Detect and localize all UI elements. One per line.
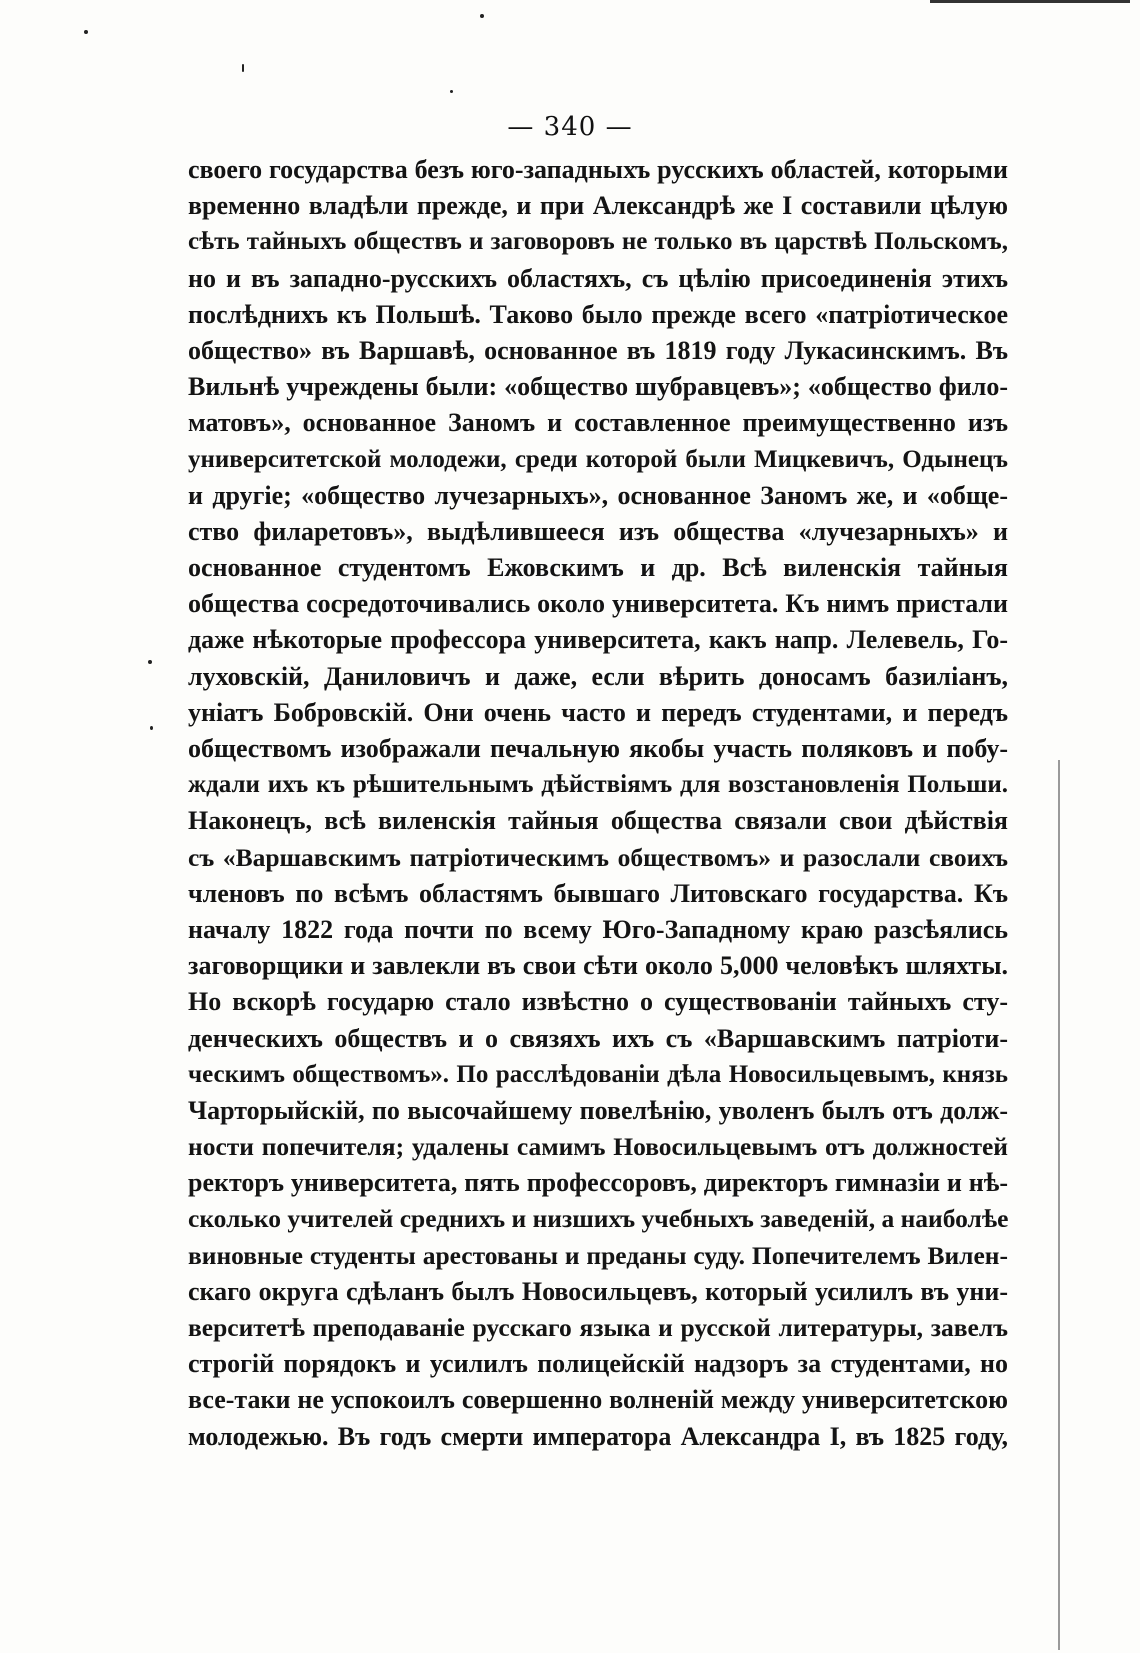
- text-line: послѣднихъ къ Польшѣ. Таково было прежде всего «патріотическое: [188, 299, 1008, 329]
- scan-speck: [242, 64, 244, 72]
- text-line: сколько учителей среднихъ и низшихъ учебныхъ заведеній, а наиболѣе: [188, 1204, 1008, 1234]
- text-line: ждали ихъ къ рѣшительнымъ дѣйствіямъ для возстановленія Польши.: [188, 771, 1008, 799]
- scan-speck: [480, 14, 484, 18]
- text-line: общество» въ Варшавѣ, основанное въ 1819 году Лукасинскимъ. Въ: [188, 335, 1008, 365]
- text-line: общества сосредоточивались около университета. Къ нимъ пристали: [188, 589, 1008, 619]
- body-text: [188, 152, 1008, 1455]
- text-line: обществомъ изображали печальную якобы участь поляковъ и побу-: [188, 734, 1008, 763]
- text-line: строгій порядокъ и усилилъ полицейскій надзоръ за студентами, но: [188, 1349, 1008, 1379]
- text-line: даже нѣкоторые профессора университета, какъ напр. Лелевель, Го-: [188, 625, 1008, 655]
- text-line: началу 1822 года почти по всему Юго-Западному краю разсѣялись: [188, 914, 1008, 944]
- text-line: скаго округа сдѣланъ былъ Новосильцевъ, который усилилъ въ уни-: [188, 1276, 1008, 1306]
- text-line: Чарторыйскій, по высочайшему повелѣнію, уволенъ былъ отъ долж-: [188, 1095, 1008, 1125]
- text-line: ство филаретовъ», выдѣлившееся изъ общества «лучезарныхъ» и: [188, 516, 1008, 546]
- text-line: уніатъ Бобровскій. Они очень часто и передъ студентами, и передъ: [188, 697, 1008, 727]
- text-line: ности попечителя; удалены самимъ Новосильцевымъ отъ должностей: [188, 1132, 1008, 1162]
- text-line: заговорщики и завлекли въ свои сѣти около 5,000 человѣкъ шляхты.: [188, 951, 1008, 981]
- text-line: молодежью. Въ годъ смерти императора Александра I, въ 1825 году,: [188, 1421, 1008, 1451]
- scan-speck: [150, 726, 153, 730]
- text-line: ректоръ университета, пять профессоровъ, директоръ гимназіи и нѣ-: [188, 1168, 1008, 1198]
- text-line: временно владѣли прежде, и при Александрѣ же I составили цѣлую: [188, 191, 1008, 221]
- text-line: ческимъ обществомъ». По расслѣдованіи дѣла Новосильцевымъ, князь: [188, 1060, 1008, 1088]
- page-number: — 340 —: [507, 112, 633, 142]
- text-line: луховскій, Даниловичъ и даже, если вѣрить доносамъ базиліанъ,: [188, 661, 1008, 691]
- text-line: все-таки не успокоилъ совершенно волненій между университетскою: [188, 1385, 1008, 1415]
- text-line: виновные студенты арестованы и преданы суду. Попечителемъ Вилен-: [188, 1240, 1008, 1270]
- text-line: Наконецъ, всѣ виленскія тайныя общества связали свои дѣйствія: [188, 806, 1008, 836]
- text-line: Но вскорѣ государю стало извѣстно о существованіи тайныхъ сту-: [188, 987, 1008, 1017]
- scan-speck: [84, 30, 88, 34]
- text-line: верситетѣ преподаваніе русскаго языка и русской литературы, завелъ: [188, 1313, 1008, 1342]
- text-line: но и въ западно-русскихъ областяхъ, съ цѣлію присоединенія этихъ: [188, 263, 1008, 293]
- page-edge-artifact: [930, 0, 1130, 3]
- text-line: матовъ», основанное Заномъ и составленное преимущественно изъ: [188, 408, 1008, 438]
- text-line: съ «Варшавскимъ патріотическимъ обществомъ» и разослали своихъ: [188, 842, 1008, 872]
- text-line: и другіе; «общество лучезарныхъ», основанное Заномъ же, и «обще-: [188, 480, 1008, 510]
- page-edge-artifact: [1058, 760, 1060, 1650]
- text-line: университетской молодежи, среди которой были Мицкевичъ, Одынецъ: [188, 445, 1008, 473]
- text-line: членовъ по всѣмъ областямъ бывшаго Литовскаго государства. Къ: [188, 878, 1008, 908]
- text-line: денческихъ обществъ и о связяхъ ихъ съ «Варшавскимъ патріоти-: [188, 1023, 1008, 1053]
- scan-speck: [450, 90, 453, 93]
- text-line: основанное студентомъ Ежовскимъ и др. Всѣ виленскія тайныя: [188, 553, 1008, 583]
- text-line: Вильнѣ учреждены были: «общество шубравцевъ»; «общество фило-: [188, 372, 1008, 402]
- text-line: своего государства безъ юго-западныхъ русскихъ областей, которыми: [188, 155, 1008, 184]
- scan-speck: [148, 660, 152, 664]
- text-line: сѣть тайныхъ обществъ и заговоровъ не только въ царствѣ Польскомъ,: [188, 228, 1008, 256]
